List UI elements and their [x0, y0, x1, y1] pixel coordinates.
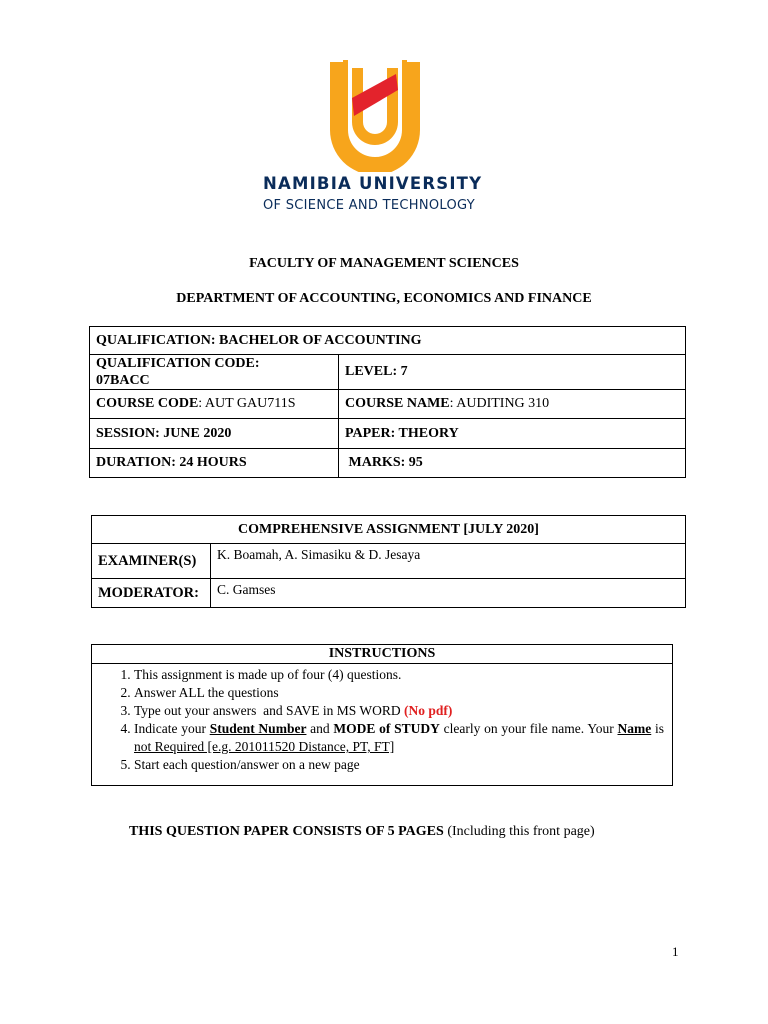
instructions-title: INSTRUCTIONS: [92, 645, 672, 664]
course-code-label: COURSE CODE: [96, 396, 199, 411]
instructions-box: [91, 644, 673, 786]
moderator-value: C. Gamses: [211, 579, 686, 608]
faculty-heading: FACULTY OF MANAGEMENT SCIENCES: [249, 256, 519, 271]
course-name-label: COURSE NAME: [345, 396, 450, 411]
level-cell: LEVEL: 7: [339, 355, 686, 390]
instruction-text: and: [306, 721, 334, 736]
no-pdf-note: (No pdf): [404, 703, 453, 718]
page-count-rest: (Including this front page): [443, 824, 595, 839]
instruction-item: 2. Answer ALL the questions: [134, 684, 672, 702]
paper-cell: PAPER: THEORY: [339, 419, 686, 449]
examiner-label: EXAMINER(S): [92, 544, 211, 579]
course-name-value: : AUDITING 310: [449, 396, 550, 411]
mode-of-study-emphasis: MODE of STUDY: [333, 721, 440, 736]
university-logo-icon: [330, 60, 420, 172]
qualification-table: [89, 326, 686, 478]
marks-cell: MARKS: 95: [339, 449, 686, 478]
instruction-text: Type out your answers and SAVE in MS WORD: [134, 703, 405, 718]
page-count-bold: THIS QUESTION PAPER CONSISTS OF 5 PAGES: [129, 824, 444, 839]
duration-cell: DURATION: 24 HOURS: [90, 449, 339, 478]
instruction-text: Indicate your: [134, 721, 210, 736]
instructions-list: [92, 664, 672, 774]
course-code-value: : AUT GAU711S: [198, 396, 296, 411]
course-code-cell: [90, 390, 339, 419]
qualification-code-value: 07BACC: [96, 373, 150, 388]
page-number: 1: [672, 944, 679, 959]
instruction-item: 1. This assignment is made up of four (4) questions.: [134, 666, 672, 684]
course-name-cell: [339, 390, 686, 419]
instruction-text: clearly on your file name. Your: [439, 721, 618, 736]
department-heading: DEPARTMENT OF ACCOUNTING, ECONOMICS AND FINANCE: [176, 291, 592, 306]
qualification-cell: QUALIFICATION: BACHELOR OF ACCOUNTING: [90, 327, 686, 355]
not-required-note: not Required [e.g. 201011520 Distance, PT, FT]: [134, 739, 395, 754]
session-cell: SESSION: JUNE 2020: [90, 419, 339, 449]
university-name: NAMIBIA UNIVERSITY: [263, 174, 483, 193]
assignment-title: COMPREHENSIVE ASSIGNMENT [JULY 2020]: [92, 516, 686, 544]
moderator-label: MODERATOR:: [92, 579, 211, 608]
university-subtitle: OF SCIENCE AND TECHNOLOGY: [263, 198, 475, 213]
page-count-note: [129, 824, 595, 840]
student-number-emphasis: Student Number: [209, 721, 307, 736]
assignment-table: [91, 515, 686, 608]
instruction-text: is: [651, 721, 664, 736]
examiner-value: K. Boamah, A. Simasiku & D. Jesaya: [211, 544, 686, 579]
qualification-code-label: QUALIFICATION CODE:: [96, 356, 260, 371]
instruction-item: [134, 702, 672, 720]
instruction-item: [134, 720, 672, 756]
instruction-item: 5. Start each question/answer on a new page: [134, 756, 672, 774]
name-emphasis: Name: [617, 721, 652, 736]
qualification-code-cell: [90, 355, 339, 390]
